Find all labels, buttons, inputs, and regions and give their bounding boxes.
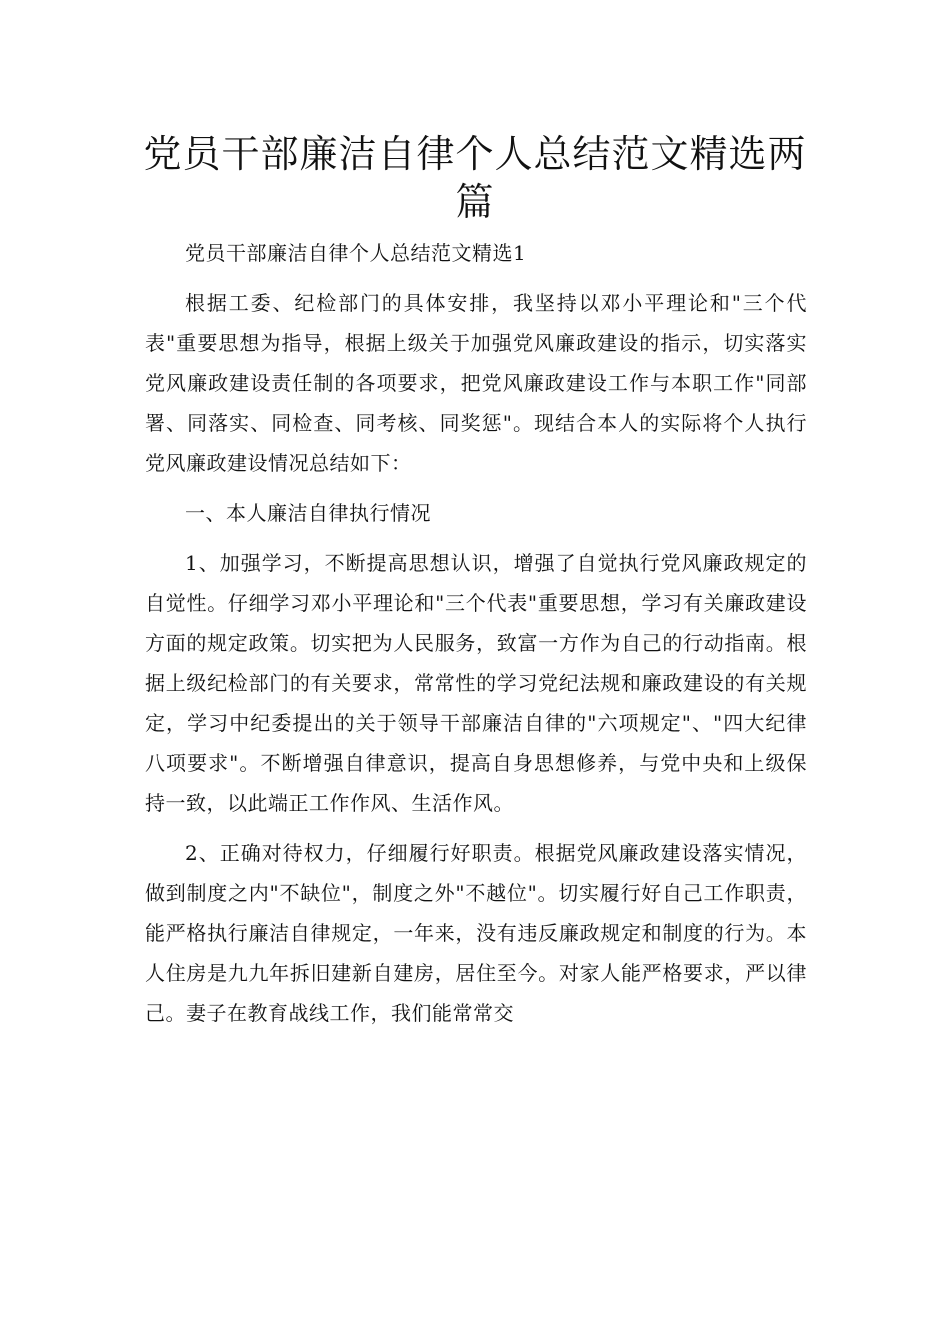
paragraph-intro: 根据工委、纪检部门的具体安排，我坚持以邓小平理论和"三个代表"重要思想为指导，根据上级关于加强党风廉政建设的指示，切实落实党风廉政建设责任制的各项要求，把党风廉政建设工作与本职工作"同部署、同落实、同检查、同考核、同奖惩"。现结合本人的实际将个人执行党风廉政建设情况总结如下： [145, 291, 807, 475]
paragraph-point-1: 1、加强学习，不断提高思想认识，增强了自觉执行党风廉政规定的自觉性。仔细学习邓小平理论和"三个代表"重要思想，学习有关廉政建设方面的规定政策。切实把为人民服务，致富一方作为自己的行动指南。根据上级纪检部门的有关要求，常常性的学习党纪法规和廉政建设的有关规定，学习中纪委提出的关于领导干部廉洁自律的"六项规定"、"四大纪律八项要求"。不断增强自律意识，提高自身思想修养，与党中央和上级保持一致，以此端正工作作风、生活作风。 [145, 551, 807, 815]
document-title: 党员干部廉洁自律个人总结范文精选两篇 [143, 132, 807, 224]
section-heading: 党员干部廉洁自律个人总结范文精选1 [185, 241, 527, 265]
section-subheading: 一、本人廉洁自律执行情况 [185, 501, 431, 525]
document-body [145, 233, 807, 1033]
paragraph-point-2: 2、正确对待权力，仔细履行好职责。根据党风廉政建设落实情况，做到制度之内"不缺位"，制度之外"不越位"。切实履行好自己工作职责，能严格执行廉洁自律规定，一年来，没有违反廉政规定和制度的行为。本人住房是九九年拆旧建新自建房，居住至今。对家人能严格要求，严以律己。妻子在教育战线工作，我们能常常交 [145, 841, 807, 1025]
